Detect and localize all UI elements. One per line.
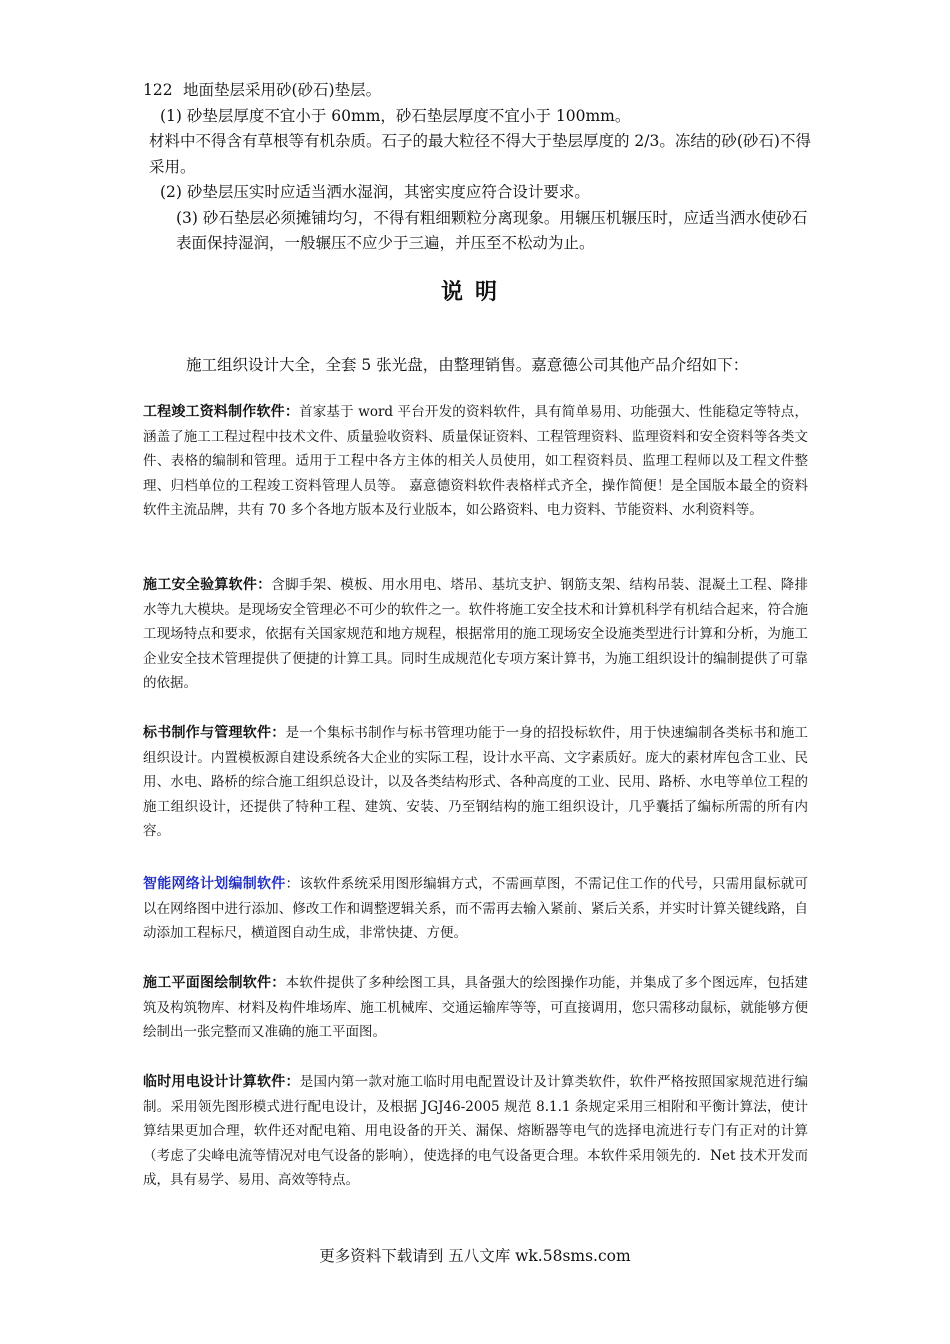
product-name-link[interactable]: 智能网络计划编制软件 xyxy=(143,876,286,892)
spec-item-title xyxy=(143,78,811,104)
spec-line-2: 材料中不得含有草根等有机杂质。石子的最大粒径不得大于垫层厚度的 2/3。冻结的砂(砂石)不得采用。 xyxy=(149,132,811,176)
product-name: 施工平面图绘制软件： xyxy=(143,975,286,991)
product-description: ：该软件系统采用图形编辑方式，不需画草图，不需记住工作的代号，只需用鼠标就可以在网络图中进行添加、修改工作和调整逻辑关系，而不需再去输入紧前、紧后关系，并实时计算关键线路，自动添加工程标尺，横道图自动生成，非常快捷、方便。 xyxy=(143,876,809,941)
product-name: 临时用电设计计算软件： xyxy=(143,1074,300,1090)
product-paragraph xyxy=(143,971,808,1045)
product-paragraph xyxy=(143,400,808,523)
product-paragraph xyxy=(143,1070,808,1193)
section-heading: 说明 xyxy=(440,279,509,305)
intro-paragraph: 施工组织设计大全，全套 5 张光盘，由整理销售。嘉意德公司其他产品介绍如下： xyxy=(186,356,749,374)
spec-item-number: 122 xyxy=(143,81,173,99)
product-paragraph xyxy=(143,872,808,946)
spec-line-1: (1) 砂垫层厚度不宜小于 60mm，砂石垫层厚度不宜小于 100mm。 xyxy=(160,106,631,125)
page-footer: 更多资料下载请到 五八文库 wk.58sms.com xyxy=(319,1247,631,1265)
product-paragraph xyxy=(143,721,808,844)
product-description: 含脚手架、模板、用水用电、塔吊、基坑支护、钢筋支架、结构吊装、混凝土工程、降排水等九大模块。是现场安全管理必不可少的软件之一。软件将施工安全技术和计算机科学有机结合起来，符合施工现场特点和要求，依据有关国家规范和地方规程，根据常用的施工现场安全设施类型进行计算和分析，为施工企业安全技术管理提供了便捷的计算工具。同时生成规范化专项方案计算书，为施工组织设计的编制提供了可靠的依据。 xyxy=(143,577,809,691)
construction-spec-section xyxy=(143,78,811,257)
product-name: 工程竣工资料制作软件： xyxy=(143,404,300,420)
product-name: 标书制作与管理软件： xyxy=(143,725,286,741)
product-description: 是国内第一款对施工临时用电配置设计及计算类软件，软件严格按照国家规范进行编制。采用领先图形模式进行配电设计，及根据 JGJ46-2005 规范 8.1.1 条规定采用三相附和平衡计算法，使计算结果更加合理，软件还对配电箱、用电设备的开关、漏保、熔断器等电气的选择电流进行专门有正对的计算（考虑了尖峰电流等情况对电气设备的影响），使选择的电气设备更合理。本软件采用领先的．Net 技术开发而成，具有易学、易用、高效等特点。 xyxy=(143,1074,809,1188)
product-description: 首家基于 word 平台开发的资料软件，具有简单易用、功能强大、性能稳定等特点，涵盖了施工工程过程中技术文件、质量验收资料、质量保证资料、工程管理资料、监理资料和安全资料等各类文件、表格的编制和管理。适用于工程中各方主体的相关人员使用，如工程资料员、监理工程师以及工程文件整理、归档单位的工程竣工资料管理人员等。 嘉意德资料软件表格样式齐全，操作简便！是全国版本最全的资料软件主流品牌，共有 70 多个各地方版本及行业版本，如公路资料、电力资料、节能资料、水利资料等。 xyxy=(143,404,808,518)
product-description: 本软件提供了多种绘图工具，具备强大的绘图操作功能，并集成了多个图远库，包括建筑及构筑物库、材料及构件堆场库、施工机械库、交通运输库等等，可直接调用，您只需移动鼠标，就能够方便绘制出一张完整而又准确的施工平面图。 xyxy=(143,975,809,1040)
spec-line-3: (2) 砂垫层压实时应适当洒水湿润，其密实度应符合设计要求。 xyxy=(160,183,590,201)
product-description: 是一个集标书制作与标书管理功能于一身的招投标软件，用于快速编制各类标书和施工组织设计。内置模板源自建设系统各大企业的实际工程，设计水平高、文字素质好。庞大的素材库包含工业、民用、水电、路桥的综合施工组织总设计，以及各类结构形式、各种高度的工业、民用、路桥、水电等单位工程的施工组织设计，还提供了特种工程、建筑、安装、乃至钢结构的施工组织设计，几乎囊括了编标所需的所有内容。 xyxy=(143,725,809,839)
spec-item-text: 地面垫层采用砂(砂石)垫层。 xyxy=(183,81,382,99)
spec-line-4: (3) 砂石垫层必须摊铺均匀，不得有粗细颗粒分离现象。用辗压机辗压时，应适当洒水使砂石表面保持湿润，一般辗压不应少于三遍，并压至不松动为止。 xyxy=(176,208,808,252)
product-paragraph xyxy=(143,573,808,696)
product-name: 施工安全验算软件： xyxy=(143,577,272,593)
